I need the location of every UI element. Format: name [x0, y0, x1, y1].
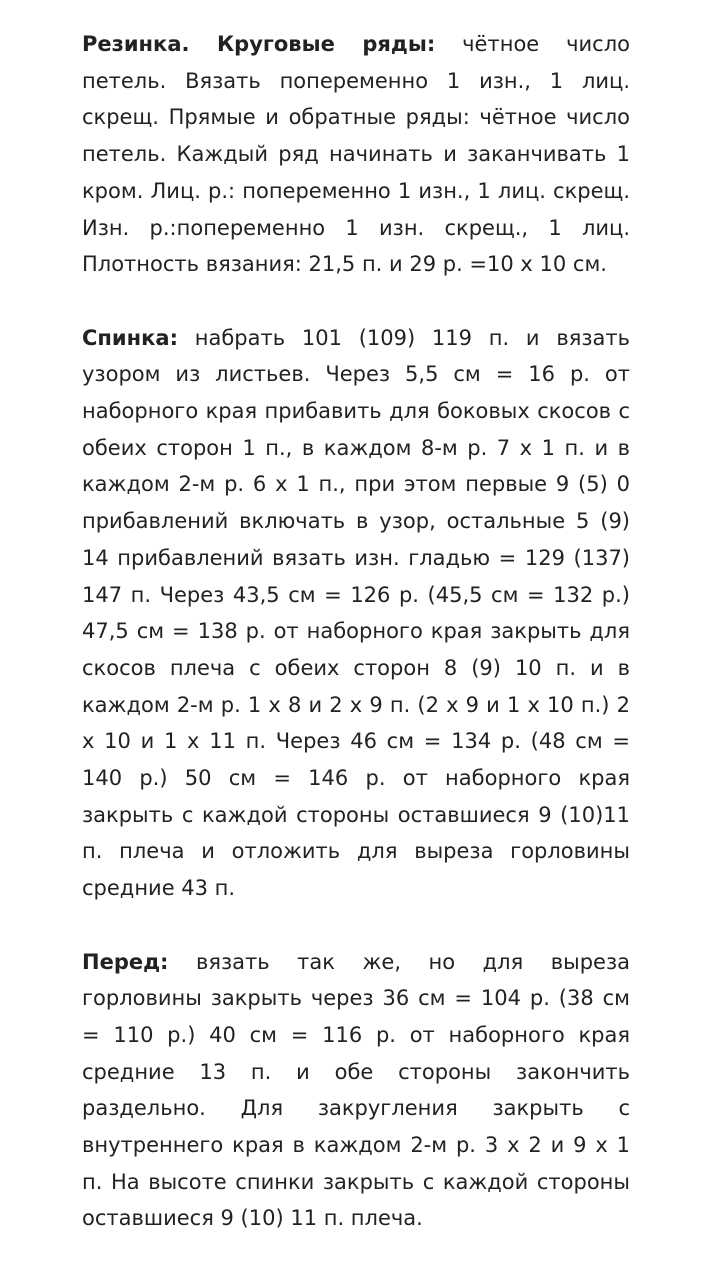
paragraph-heading: Перед:	[82, 949, 169, 974]
paragraph-text: чётное число петель. Вязать попеременно 1 изн., 1 лиц. скрещ. Прямые и обратные ряды: чётное число петель. Каждый ряд начинать и заканчивать 1 кром. Лиц. р.: попеременно 1 изн., 1 лиц. скрещ. Изн. р.:попеременно 1 изн. скрещ., 1 лиц. Плотность вязания: 21,5 п. и 29 р. =10 х 10 см.	[82, 32, 630, 277]
document-page	[82, 26, 630, 1274]
paragraph-rib	[82, 26, 630, 283]
paragraph-text: набрать 101 (109) 119 п. и вязать узором из листьев. Через 5,5 см = 16 р. от наборного края прибавить для боковых скосов с обеих сторон 1 п., в каждом 8-м р. 7 х 1 п. и в каждом 2-м р. 6 х 1 п., при этом первые 9 (5) 0 прибавлений включать в узор, остальные 5 (9) 14 прибавлений вязать изн. гладью = 129 (137) 147 п. Через 43,5 см = 126 р. (45,5 см = 132 р.) 47,5 см = 138 р. от наборного края закрыть для скосов плеча с обеих сторон 8 (9) 10 п. и в каждом 2-м р. 1 х 8 и 2 х 9 п. (2 х 9 и 1 х 10 п.) 2 х 10 и 1 х 11 п. Через 46 см = 134 р. (48 см = 140 р.) 50 см = 146 р. от наборного края закрыть с каждой стороны оставшиеся 9 (10)11 п. плеча и отложить для выреза горловины средние 43 п.	[82, 325, 630, 901]
paragraph-front	[82, 944, 630, 1238]
paragraph-back	[82, 320, 630, 907]
paragraph-heading: Спинка:	[82, 325, 178, 350]
paragraph-text: вязать так же, но для выреза горловины закрыть через 36 см = 104 р. (38 см = 110 р.) 40 см = 116 р. от наборного края средние 13 п. и обе стороны закончить раздельно. Для закругления закрыть с внутреннего края в каждом 2-м р. 3 х 2 и 9 х 1 п. На высоте спинки закрыть с каждой стороны оставшиеся 9 (10) 11 п. плеча.	[82, 949, 630, 1231]
paragraph-heading: Резинка. Круговые ряды:	[82, 32, 436, 56]
